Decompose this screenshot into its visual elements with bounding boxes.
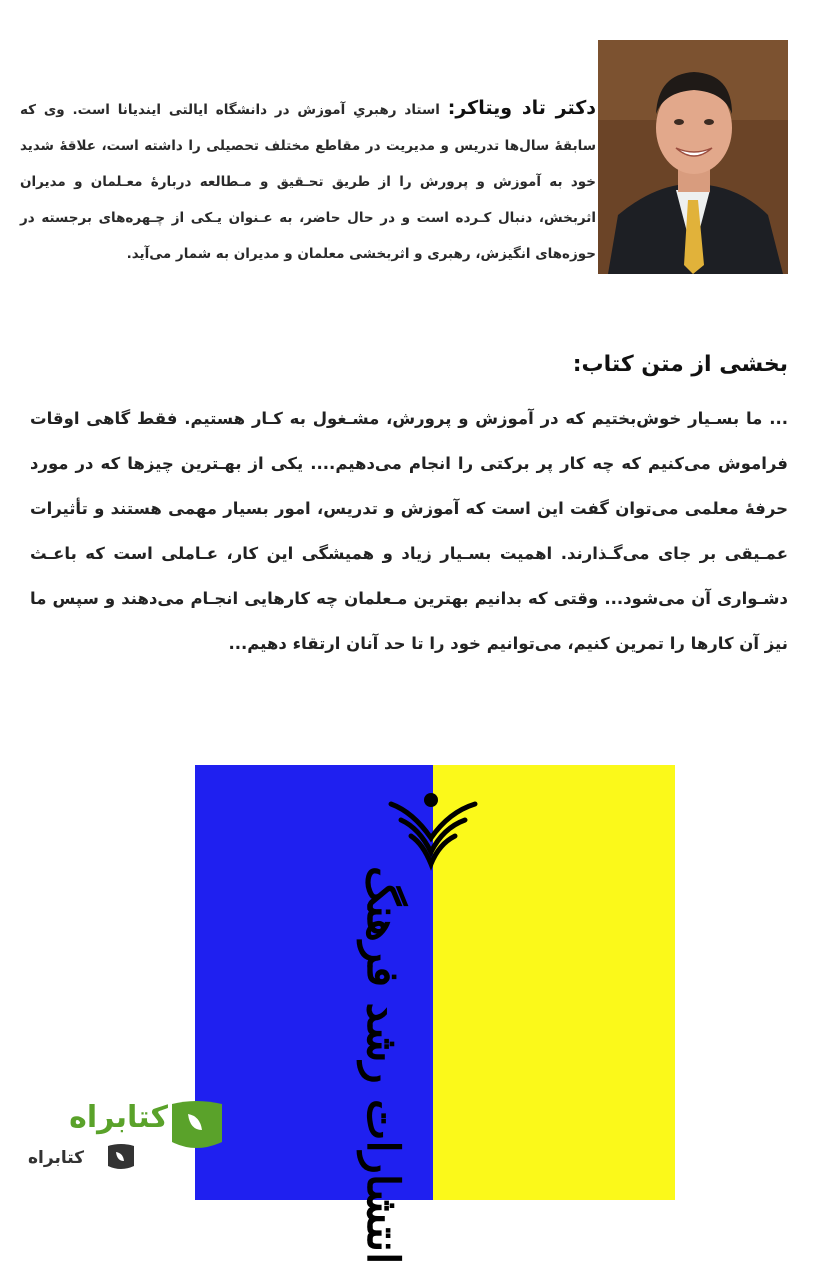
- watermark-brand-large: کتابراه: [69, 1100, 168, 1135]
- leaf-book-icon: [166, 1094, 228, 1156]
- author-photo: [598, 40, 788, 274]
- excerpt-body: ... ما بسـیار خوش‌بختیم که در آموزش و پرورش، مشـغول به کـار هستیم. فقط گاهی اوقات فراموش می‌کنیم که چه کار پر برکتی را انجام می‌دهیم.... یکی از بهـترین چیزها که در مورد حرفۀ معلمی می‌توان گفت این است که آموزش و تدریس، امور بسیار مهمی هستند و تأثیرات عمـیقی بر جای می‌گـذارند. اهمیت بسـیار زیاد و همیشگی این کار، عـاملی است که باعـث دشـواری آن می‌شود... وقتی که بدانیم بهترین مـعلمان چه کارهایی انجـام می‌دهند و سپس ما نیز آن کارها را تمرین کنیم، می‌توانیم خود را تا حد آنان ارتقاء دهیم...: [30, 409, 788, 653]
- publisher-name: انتشارات رشد فرهنگ: [357, 866, 408, 1264]
- watermark: [18, 1090, 218, 1190]
- author-name: دکتر تاد ویتاکر:: [447, 97, 596, 119]
- author-bio-text: استاد رهبریِ آموزش در دانشگاه ایالتی ایندیانا است. وی که سابقۀ سال‌ها تدریس و مدیریت در مقاطع مختلف تحصیلی را داشته است، علاقۀ شدید خود به آموزش و پرورش را از طریق تحـقیق و مـطالعه دربارۀ معـلمان و مدیران اثربخش، دنبال کـرده است و در حال حاضر، به عـنوان یـکی از چـهره‌های برجسته در حوزه‌های انگیزش، رهبری و اثربخشی معلمان و مدیران به شمار می‌آید.: [20, 102, 596, 262]
- author-bio: [20, 90, 596, 272]
- watermark-brand-small: کتابراه: [28, 1148, 85, 1168]
- excerpt-title: بخشی از متن کتاب:: [572, 352, 788, 377]
